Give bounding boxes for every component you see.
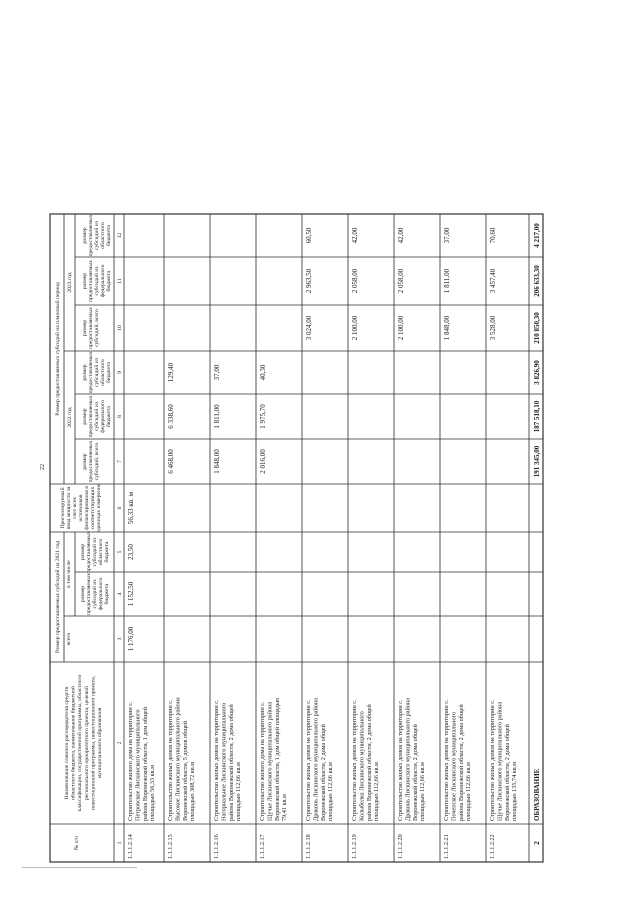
column-number: 7 [117, 460, 123, 463]
row-value-col-11: 2 963,50 [305, 268, 313, 294]
row-value-col-7: 1 848,00 [213, 449, 221, 474]
row-object-name: Строительство жилых домов на территории с.Колыбелка Лискинского муниципальногорайона Воронежской области, 2 дома общейплощадью 112,66 кв.м [351, 699, 381, 821]
table-row [167, 362, 196, 859]
table-row [351, 227, 380, 859]
row-value-col-12: 37,00 [443, 227, 451, 244]
row-number: 1.1.1.2.16 [213, 834, 220, 859]
header-plan: Размер предоставляемых субсидий на плановый период [55, 282, 61, 416]
table-row [397, 227, 426, 859]
header-2021: Размер предоставляемых субсидий на 2021 год [55, 540, 61, 654]
header-num: № п/п [74, 835, 80, 851]
header-total-plan-0: размерпредоставляемыхсубсидий, всего [82, 440, 100, 483]
row-value-col-3: 1 176,00 [127, 626, 135, 652]
row-value-col-10: 3 528,00 [489, 315, 497, 341]
row-number: 1.1.1.2.19 [351, 834, 358, 859]
row-object-name: Строительство жилых домов на территории с.Щучье Лискинского муниципального районаВоронежской области, 2 дома общейплощадью 135,74 кв.м [489, 699, 519, 821]
column-number: 5 [117, 550, 123, 554]
row-value-col-11: 2 058,00 [351, 268, 359, 294]
totals-value-col-11: 206 633,30 [533, 265, 541, 297]
row-value-col-4: 1 152,50 [127, 581, 135, 607]
row-value-col-12: 42,00 [351, 227, 359, 244]
row-object-name: Строительство жилого дома на территории с.Петровское Лискинского муниципальногорайона Воронежской области, 1 дом общейплощадью 56,33 кв.м [127, 701, 157, 821]
row-value-col-10: 2 100,00 [351, 315, 359, 341]
row-value-col-6: 56,33 кв. м [127, 491, 135, 525]
totals-number: 2 [533, 841, 541, 845]
header-federal-2021: размерпредоставляемыхсубсидий изфедеральногобюджета [80, 573, 110, 615]
row-value-col-12: 60,50 [305, 227, 313, 244]
row-value-col-8: 1 811,00 [213, 404, 221, 429]
table-row [305, 227, 334, 859]
row-number: 1.1.1.2.17 [259, 834, 266, 859]
row-value-col-11: 1 811,00 [443, 268, 451, 294]
column-number: 3 [117, 637, 123, 641]
row-number: 1.1.1.2.14 [127, 834, 134, 859]
header-federal-plan-1: размерпредоставляемыхсубсидий изфедеральногобюджета [82, 395, 112, 438]
page-bottom-rule [22, 867, 137, 868]
header-regional-plan-5: размерпредоставляемыхсубсидий изобластногобюджета [82, 214, 112, 257]
column-number: 12 [117, 232, 123, 239]
header-2022: 2022 год [67, 407, 73, 428]
page-content [39, 214, 543, 862]
column-number: 9 [117, 371, 123, 374]
row-value-col-7: 2 016,00 [259, 449, 267, 474]
totals-value-col-12: 4 217,00 [533, 223, 541, 248]
row-object-name: Строительство жилых домов на территории с.Почепское Лискинского муниципальногорайона Воронежской области, 2 дома общейплощадью 112,66 кв.м [443, 699, 473, 821]
table-row [259, 364, 288, 859]
column-number: 11 [117, 278, 123, 284]
row-number: 1.1.1.2.20 [397, 834, 404, 859]
totals-name: ОБРАЗОВАНИЕ [533, 768, 541, 821]
row-object-name: Строительство жилого дома на территории с.Щучье Лискинского муниципального районаВоронежской области, 1 дом общей площадью79,41 кв.м [259, 697, 289, 821]
row-value-col-7: 6 468,00 [167, 449, 175, 474]
table-row [213, 364, 242, 859]
totals-value-col-8: 187 518,10 [533, 400, 541, 433]
row-value-col-10: 3 024,00 [305, 315, 313, 341]
column-number: 2 [117, 741, 123, 745]
row-value-col-12: 70,60 [489, 227, 497, 244]
header-regional-plan-2: размерпредоставляемыхсубсидий изобластногобюджета [82, 351, 112, 394]
row-number: 1.1.1.2.21 [443, 834, 450, 859]
row-value-col-9: 40,30 [259, 364, 267, 381]
row-object-name: Строительство жилых домов на территории с.Высокое Лискинского муниципального районаВоронежской области, 5 домов общейплощадью 308,72 кв.м [167, 697, 197, 821]
row-number: 1.1.1.2.22 [489, 834, 496, 859]
row-value-col-8: 6 338,60 [167, 404, 175, 429]
row-object-name: Строительство жилых домов на территории с.Драконь Лискинского муниципального районаВоронежской области, 2 дома общейплощадью 112,66 кв.м [305, 698, 335, 821]
row-value-col-10: 1 848,00 [443, 315, 451, 341]
row-number: 1.1.1.2.15 [167, 834, 174, 859]
header-incl-2021: в том числе [66, 560, 72, 588]
row-value-col-12: 42,00 [397, 227, 405, 244]
totals-value-col-9: 3 826,90 [533, 360, 541, 385]
column-number: 4 [117, 592, 123, 596]
header-capacity: Прогнозируемыйввод мощности засчет всехисточниковфинансирования всоответствующихединицах измерения [60, 483, 102, 533]
totals-value-col-7: 191 345,00 [533, 445, 541, 478]
row-value-col-11: 2 058,00 [397, 268, 405, 294]
row-value-col-9: 37,00 [213, 364, 221, 381]
row-value-col-8: 1 975,70 [259, 404, 267, 429]
row-number: 1.1.1.2.18 [305, 834, 312, 859]
row-object-name: Строительство жилых домов на территории с.Драконь Лискинского муниципального районаВоронежской области, 2 дома общейплощадью 112,66 кв.м [397, 698, 427, 821]
column-number: 8 [117, 415, 123, 418]
column-number: 6 [117, 506, 123, 510]
header-regional-2021: размерпредоставляемыхсубсидий изобластногобюджета [80, 531, 110, 573]
table-row [489, 227, 518, 859]
row-value-col-10: 2 100,00 [397, 315, 405, 341]
row-value-col-9: 129,40 [167, 362, 175, 383]
header-total-plan-3: размерпредоставляемыхсубсидий, всего [82, 307, 100, 349]
table-row [443, 227, 472, 859]
header-total-2021: всего [66, 632, 72, 646]
page-number: 22 [39, 463, 46, 471]
header-name: Наименование главного распорядителя средствобластного бюджета, наименование бюджетнойклассификации, государственной программы, областногорегионального приоритетного проекта, целевойинвестиционной программы, инвестиционного проекта,муниципального образования [64, 674, 103, 812]
row-value-col-11: 3 457,40 [489, 268, 497, 294]
table-row [127, 491, 156, 859]
totals-value-col-10: 210 850,30 [533, 312, 541, 344]
column-number: 10 [117, 325, 123, 331]
row-value-col-5: 23,50 [127, 544, 135, 560]
header-2023: 2023 год [67, 272, 73, 293]
header-federal-plan-4: размерпредоставляемыхсубсидий изфедеральногобюджета [82, 260, 112, 302]
row-object-name: Строительство жилых домов на территории с.Нагорнальное Лискинского муниципальногорайона Воронежской области, 2 дома общейплощадью 112,66 кв.м [213, 699, 243, 821]
totals-row [533, 223, 541, 845]
column-number: 1 [117, 841, 123, 845]
